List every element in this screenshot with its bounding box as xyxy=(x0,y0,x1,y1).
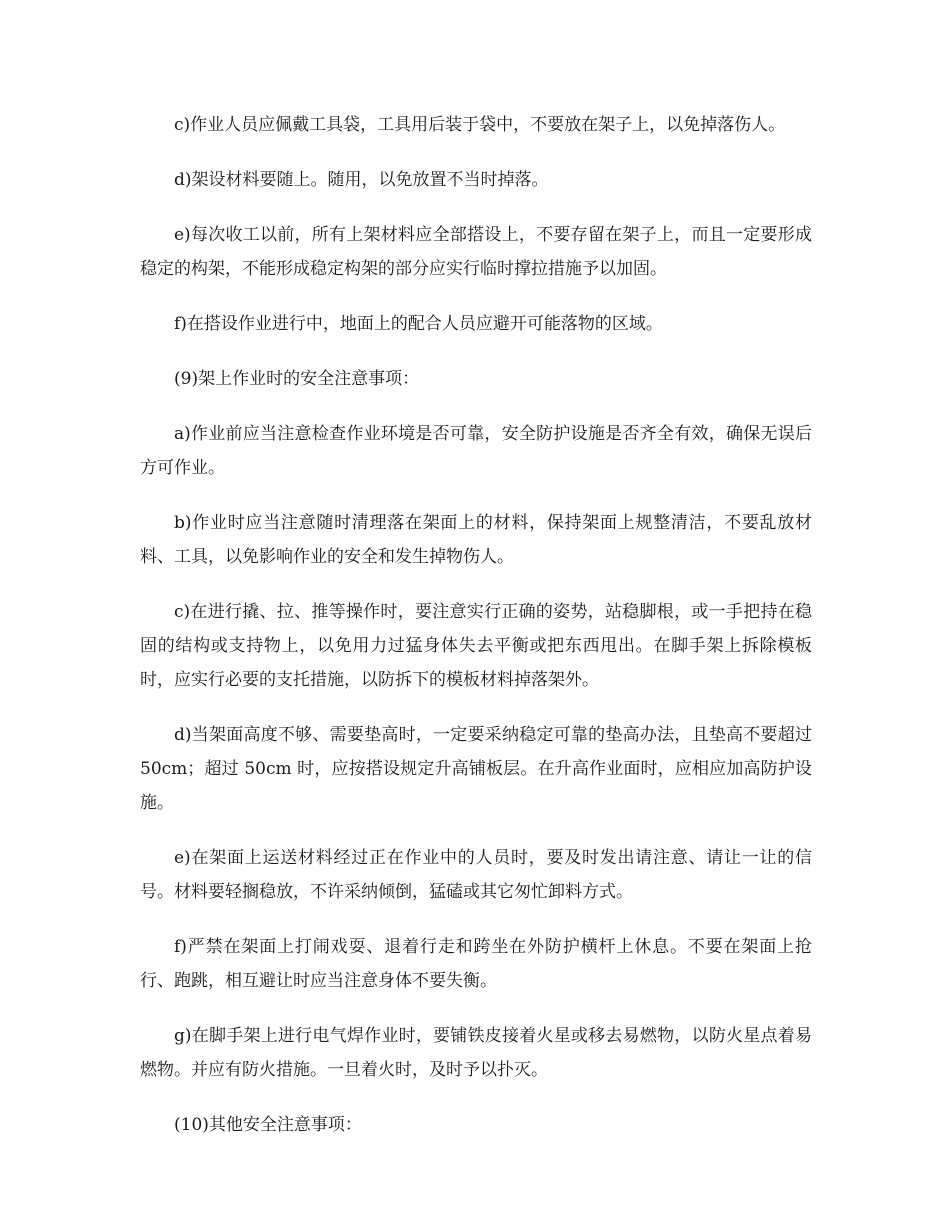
paragraph-f-prohibitions: f)严禁在架面上打闹戏耍、退着行走和跨坐在外防护横杆上休息。不要在架面上抢行、跑跳，相互避让时应当注意身体不要失衡。 xyxy=(140,937,812,991)
paragraph-a-inspection: a)作业前应当注意检查作业环境是否可靠，安全防护设施是否齐全有效，确保无误后方可作业。 xyxy=(140,424,812,478)
paragraph-d-raising: d)当架面高度不够、需要垫高时，一定要采纳稳定可靠的垫高办法，且垫高不要超过 50cm；超过 50cm 时，应按搭设规定升高铺板层。在升高作业面时，应相应加高防护设施。 xyxy=(140,725,812,813)
paragraph-e-transport: e)在架面上运送材料经过正在作业中的人员时，要及时发出请注意、请让一让的信号。材料要轻搁稳放，不许采纳倾倒，猛磕或其它匆忙卸料方式。 xyxy=(140,848,812,902)
paragraph-f-ground-personnel: f)在搭设作业进行中，地面上的配合人员应避开可能落物的区域。 xyxy=(174,314,663,334)
paragraph-g-welding: g)在脚手架上进行电气焊作业时，要铺铁皮接着火星或移去易燃物，以防火星点着易燃物。并应有防火措施。一旦着火时，及时予以扑灭。 xyxy=(140,1026,812,1080)
paragraph-e-end-of-work: e)每次收工以前，所有上架材料应全部搭设上，不要存留在架子上，而且一定要形成稳定的构架，不能形成稳定构架的部分应实行临时撑拉措施予以加固。 xyxy=(140,225,812,279)
paragraph-d-materials: d)架设材料要随上。随用，以免放置不当时掉落。 xyxy=(174,170,549,190)
paragraph-b-cleanup: b)作业时应当注意随时清理落在架面上的材料，保持架面上规整清洁，不要乱放材料、工具，以免影响作业的安全和发生掉物伤人。 xyxy=(140,513,812,567)
section-heading-9: (9)架上作业时的安全注意事项： xyxy=(174,369,420,389)
document-page xyxy=(140,108,812,1163)
section-heading-10: (10)其他安全注意事项： xyxy=(174,1115,362,1135)
paragraph-c-tool-bag: c)作业人员应佩戴工具袋，工具用后装于袋中，不要放在架子上，以免掉落伤人。 xyxy=(174,115,786,135)
paragraph-c-posture: c)在进行撬、拉、推等操作时，要注意实行正确的姿势，站稳脚根，或一手把持在稳固的结构或支持物上，以免用力过猛身体失去平衡或把东西甩出。在脚手架上拆除模板时，应实行必要的支托措施，以防拆下的模板材料掉落架外。 xyxy=(140,602,812,690)
